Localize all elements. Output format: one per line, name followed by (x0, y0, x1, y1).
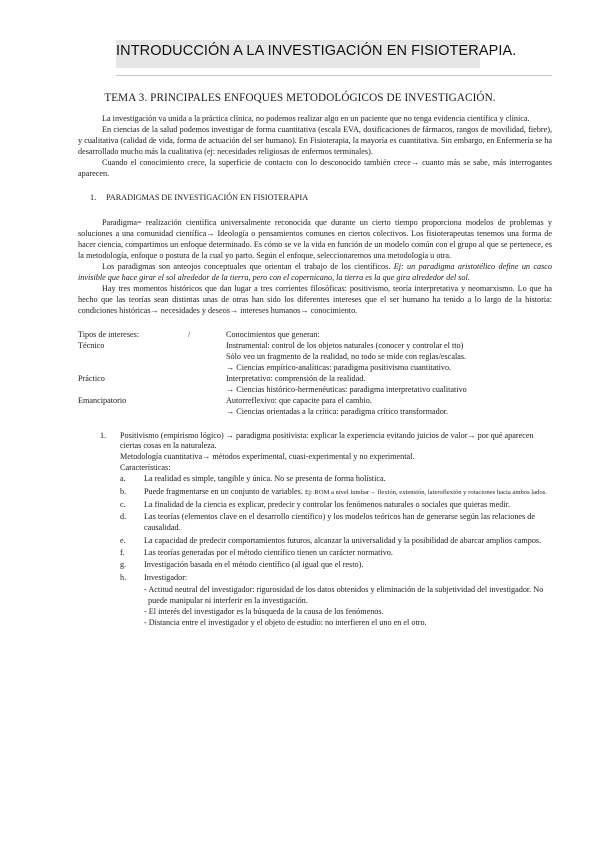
table-cell (226, 340, 552, 373)
list-line: Características: (120, 463, 171, 473)
header-rule (116, 75, 552, 76)
dash-item: - El interés del investigador es la búsqueda de la causa de los fenómenos. (144, 607, 384, 617)
section-title-text: PARADIGMAS DE INVESTIGACIÓN EN FISIOTERAPIA (106, 193, 309, 203)
table-row (78, 395, 552, 417)
section-title (78, 193, 552, 204)
header-bar (116, 40, 517, 68)
paragraph (78, 262, 552, 284)
table-cell (226, 395, 552, 417)
list-text: La realidad es simple, tangible y única. No se presenta de forma holística. (144, 474, 386, 484)
intro-paragraph: Cuando el conocimiento crece, la superficie de contacto con lo desconocido también crece→ cuanto más se sabe, más interrogantes aparecen. (78, 157, 552, 178)
characteristics-list (100, 474, 552, 629)
paragraph: Paradigma= realización científica universalmente reconocida que durante un cierto tiempo proporciona modelos de problemas y soluciones a una comunidad científica→ Ideología o pensamientos comunes en ciertos colectivos. Los fisioterapeutas tenemos una forma de hacer ciencia, compartimos un enfoque determinado. Es cómo se ve la vida en función de un modelo común con el grupo al que se pertenece, es la metodología, enfoque o postura de la cual yo parto. Según el enfoque, seleccionaremos una metodología u otra. (78, 218, 552, 261)
list-text: Investigación basada en el método científico (al igual que el resto). (144, 560, 364, 570)
list-item (120, 560, 552, 571)
list-item (120, 573, 552, 584)
list-text: Investigador: (144, 572, 188, 582)
example-italic: Ej: un paradigma aristotélico define un casco invisible que hace girar el sol alrededor de la tierra, pero con el copernicano, la tierra es la que gira alrededor del sol. (78, 261, 552, 282)
list-line: Positivismo (empirismo lógico) → paradigma positivista: explicar la experiencia evitando juicios de valor→ por qué aparecen ciertas cosas en la naturaleza. (120, 430, 534, 451)
section-number: 1. (90, 193, 97, 203)
list-letter: g. (120, 560, 127, 570)
list-number: 1. (100, 430, 107, 440)
list-item (120, 487, 552, 499)
paragraph-text: Los paradigmas son anteojos conceptuales que orientan el trabajo de los científicos. (102, 261, 394, 271)
table-cell: Práctico (78, 373, 105, 383)
list-text (144, 487, 547, 499)
dash-item: - Actitud neutral del investigador: rigurosidad de los datos obtenidos y eliminación de la subjetividad del investigador. No puede manipular ni interferir en la investigación. (144, 585, 544, 606)
list-text-main: Puede fragmentarse en un conjunto de variables. (144, 486, 305, 496)
table-header: Tipos de intereses: (78, 329, 140, 339)
table-cell: Emancipatorio (78, 395, 127, 405)
list-letter: h. (120, 572, 127, 582)
list-letter: c. (120, 499, 126, 509)
numbered-list (78, 431, 552, 629)
interests-table (78, 329, 552, 417)
table-header: Conocimientos que generan: (226, 329, 320, 339)
list-item (120, 500, 552, 511)
cell-line: → Ciencias orientadas a la crítica: paradigma crítico transformador. (226, 406, 449, 416)
cell-line: → Ciencias empírico-analíticas: paradigma positivismo cuantitativo. (226, 362, 452, 372)
list-text-small: Ej: ROM a nivel lumbar→ flexión, extensión, lateroflexión y rotaciones hacia ambos lados. (304, 488, 547, 496)
list-letter: e. (120, 535, 126, 545)
list-line: Metodología cuantitativa→ métodos experimental, cuasi-experimental y no experimental. (120, 452, 415, 462)
table-cell: Técnico (78, 340, 105, 350)
list-text: La capacidad de predecir comportamientos futuros, alcanzar la universalidad y la posibilidad de abarcar amplios campos. (144, 535, 542, 545)
list-item (120, 536, 552, 547)
intro-paragraph: En ciencias de la salud podemos investigar de forma cuantitativa (escala EVA, dosificaciones de fármacos, rangos de movilidad, fiebre), y cualitativa (calidad de vida, forma de actuación del ser humano). En Fisioterapia, la mayoría es cuantitativa. Sin embargo, en Enfermería se ha desarrollado mucho más la cualitativa (ej: necesidades religiosas de enfermos terminales). (78, 124, 552, 156)
cell-line: Autorreflexivo: que capacite para el cambio. (226, 395, 372, 405)
list-letter: d. (120, 512, 127, 522)
table-row (78, 340, 552, 373)
page-title: INTRODUCCIÓN A LA INVESTIGACIÓN EN FISIOTERAPIA. (116, 43, 517, 59)
paragraph: Hay tres momentos históricos que dan lugar a tres corrientes filosóficas: positivismo, teoría interpretativa y neomarxismo. Lo que ha hecho que las teorías sean distintas unas de otras han sido los diferentes intereses que el ser humano ha tenido a lo largo de la historia: condiciones históricas→ necesidades y deseos→ intereses humanos→ conocimiento. (78, 283, 552, 315)
list-item (120, 548, 552, 559)
list-text: Las teorías generadas por el método científico tienen un carácter normativo. (144, 548, 393, 558)
list-letter: b. (120, 486, 127, 496)
section-heading: TEMA 3. PRINCIPALES ENFOQUES METODOLÓGICOS DE INVESTIGACIÓN. (104, 92, 496, 104)
intro-paragraph: La investigación va unida a la práctica clínica, no podemos realizar algo en un paciente que no tenga evidencia científica y clínica. (102, 114, 530, 123)
list-item (120, 474, 552, 485)
table-cell (226, 373, 552, 395)
table-row (78, 373, 552, 395)
cell-line: Sólo veo un fragmento de la realidad, no todo se mide con reglas/escalas. (226, 351, 467, 361)
document-body (78, 114, 552, 629)
table-header-row (78, 329, 552, 340)
table-header: / (188, 329, 191, 339)
dash-item: - Distancia entre el investigador y el objeto de estudio: no interfieren el uno en el otro. (144, 618, 427, 627)
list-letter: f. (120, 548, 125, 558)
cell-line: Instrumental: control de los objetos naturales (conocer y controlar el tto) (226, 340, 464, 350)
list-item (100, 431, 552, 475)
cell-line: Interpretativo: comprensión de la realidad. (226, 373, 366, 383)
list-letter: a. (120, 474, 126, 484)
list-item-content (120, 431, 552, 475)
list-text: La finalidad de la ciencia es explicar, predecir y controlar los fenómenos naturales o sociales que quieras medir. (144, 499, 510, 509)
cell-line: → Ciencias histórico-hermenéuticas: paradigma interpretativo cualitativo (226, 384, 467, 394)
list-text: Las teorías (elementos clave en el desarrollo científico) y los modelos teóricos han de generarse según las relaciones de causalidad. (144, 512, 536, 533)
list-item (120, 512, 552, 534)
